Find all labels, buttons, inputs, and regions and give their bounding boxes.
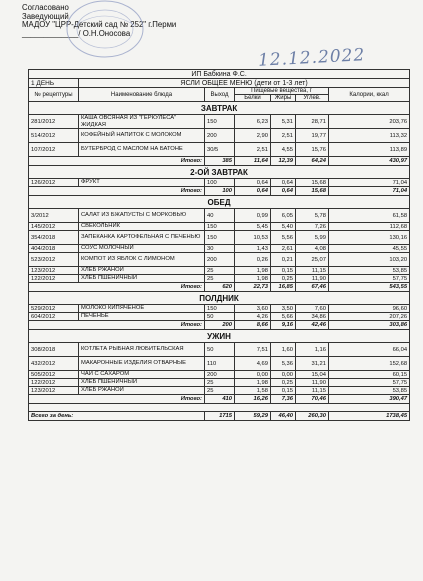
dish-name: ХЛЕБ ПШЕНИЧНЫЙ	[79, 379, 205, 387]
table-row	[29, 179, 410, 187]
yield: 150	[205, 223, 235, 231]
fat: 4,55	[271, 143, 296, 157]
table-row	[29, 275, 410, 283]
kcal: 152,68	[329, 357, 410, 371]
spacer-row	[29, 404, 410, 412]
yield: 110	[205, 357, 235, 371]
recipe-number: 604/2012	[29, 313, 79, 321]
section-header	[29, 292, 410, 305]
protein: 1,98	[235, 379, 271, 387]
total-fat: 9,16	[271, 321, 296, 330]
carbs: 1,16	[296, 343, 329, 357]
round-stamp	[60, 0, 150, 60]
total-fat: 0,64	[271, 187, 296, 196]
total-row	[29, 395, 410, 404]
total-row	[29, 283, 410, 292]
yield: 30/5	[205, 143, 235, 157]
fat: 5,36	[271, 357, 296, 371]
approval-line-3: МАДОУ "ЦРР-Детский сад № 252" г.Перми	[22, 20, 177, 30]
recipe-number: 281/2012	[29, 115, 79, 129]
total-row	[29, 157, 410, 166]
protein: 2,51	[235, 143, 271, 157]
yield: 40	[205, 209, 235, 223]
total-fat: 16,85	[271, 283, 296, 292]
table-row	[29, 231, 410, 245]
total-yield: 200	[205, 321, 235, 330]
total-row	[29, 187, 410, 196]
col-nutrients: Пищевые вещества, г	[235, 88, 329, 95]
recipe-number: 529/2012	[29, 305, 79, 313]
fat: 5,31	[271, 115, 296, 129]
protein: 4,26	[235, 313, 271, 321]
protein: 1,98	[235, 267, 271, 275]
yield: 200	[205, 129, 235, 143]
carbs: 11,90	[296, 275, 329, 283]
carbs: 15,68	[296, 179, 329, 187]
table-row	[29, 143, 410, 157]
total-kcal: 303,86	[329, 321, 410, 330]
dish-name: СОУС МОЛОЧНЫЙ	[79, 245, 205, 253]
section-title: ЗАВТРАК	[29, 102, 410, 115]
yield: 50	[205, 343, 235, 357]
dish-name: ПЕЧЕНЬЕ	[79, 313, 205, 321]
total-protein: 0,64	[235, 187, 271, 196]
total-protein: 16,26	[235, 395, 271, 404]
total-fat: 7,36	[271, 395, 296, 404]
grand-total-row	[29, 412, 410, 421]
fat: 5,66	[271, 313, 296, 321]
yield: 150	[205, 231, 235, 245]
dish-name: БУТЕРБРОД С МАСЛОМ НА БАТОНЕ	[79, 143, 205, 157]
total-row	[29, 321, 410, 330]
carbs: 11,90	[296, 379, 329, 387]
total-carbs: 15,68	[296, 187, 329, 196]
kcal: 130,16	[329, 231, 410, 245]
yield: 25	[205, 387, 235, 395]
protein: 10,53	[235, 231, 271, 245]
dish-name: МОЛОКО КИПЯЧЕНОЕ	[79, 305, 205, 313]
table-row	[29, 223, 410, 231]
carbs: 31,21	[296, 357, 329, 371]
table-row	[29, 209, 410, 223]
yield: 100	[205, 179, 235, 187]
fat: 0,25	[271, 275, 296, 283]
fat: 0,15	[271, 267, 296, 275]
total-kcal: 430,97	[329, 157, 410, 166]
fat: 0,21	[271, 253, 296, 267]
col-fat: Жиры	[271, 95, 296, 102]
grand-total-protein: 59,29	[235, 412, 271, 421]
total-yield: 620	[205, 283, 235, 292]
total-label: Итого:	[29, 395, 205, 404]
section-title: ОБЕД	[29, 196, 410, 209]
yield: 25	[205, 267, 235, 275]
kcal: 103,20	[329, 253, 410, 267]
col-kcal: Калории, ккал	[329, 88, 410, 102]
carbs: 11,15	[296, 267, 329, 275]
dish-name: ЗАПЕКАНКА КАРТОФЕЛЬНАЯ С ПЕЧЕНЬЮ	[79, 231, 205, 245]
yield: 50	[205, 313, 235, 321]
kcal: 96,60	[329, 305, 410, 313]
total-yield: 410	[205, 395, 235, 404]
carbs: 4,08	[296, 245, 329, 253]
yield: 150	[205, 115, 235, 129]
kcal: 66,04	[329, 343, 410, 357]
table-row	[29, 253, 410, 267]
carbs: 15,04	[296, 371, 329, 379]
total-carbs: 67,46	[296, 283, 329, 292]
section-header	[29, 102, 410, 115]
kcal: 113,89	[329, 143, 410, 157]
carbs: 5,78	[296, 209, 329, 223]
grand-total-carbs: 260,30	[296, 412, 329, 421]
carbs: 28,71	[296, 115, 329, 129]
total-kcal: 390,47	[329, 395, 410, 404]
col-carb: Углев.	[296, 95, 329, 102]
recipe-number: 308/2018	[29, 343, 79, 357]
carbs: 7,26	[296, 223, 329, 231]
grand-total-fat: 46,40	[271, 412, 296, 421]
recipe-number: 123/2012	[29, 387, 79, 395]
dish-name: КОФЕЙНЫЙ НАПИТОК С МОЛОКОМ	[79, 129, 205, 143]
protein: 7,51	[235, 343, 271, 357]
kcal: 71,04	[329, 179, 410, 187]
protein: 1,43	[235, 245, 271, 253]
col-protein: Белки	[235, 95, 271, 102]
col-yield: Выход	[205, 88, 235, 102]
protein: 1,58	[235, 387, 271, 395]
dish-name: МАКАРОННЫЕ ИЗДЕЛИЯ ОТВАРНЫЕ	[79, 357, 205, 371]
carbs: 34,86	[296, 313, 329, 321]
table-row	[29, 129, 410, 143]
spacer-cell	[29, 404, 410, 412]
protein: 2,90	[235, 129, 271, 143]
approval-line-2: Заведующий	[22, 11, 69, 21]
approval-line-1: Согласовано	[22, 3, 69, 12]
kcal: 113,32	[329, 129, 410, 143]
protein: 5,45	[235, 223, 271, 231]
recipe-number: 123/2012	[29, 267, 79, 275]
total-protein: 22,73	[235, 283, 271, 292]
total-kcal: 71,04	[329, 187, 410, 196]
recipe-number: 122/2012	[29, 379, 79, 387]
dish-name: СВЕКОЛЬНИК	[79, 223, 205, 231]
yield: 25	[205, 275, 235, 283]
table-row	[29, 379, 410, 387]
carbs: 7,60	[296, 305, 329, 313]
recipe-number: 122/2012	[29, 275, 79, 283]
recipe-number: 505/2012	[29, 371, 79, 379]
provider-name: ИП Бабкина Ф.С.	[29, 70, 410, 79]
dish-name: ХЛЕБ РЖАНОЙ	[79, 387, 205, 395]
fat: 5,40	[271, 223, 296, 231]
day-label: 1 ДЕНЬ	[29, 79, 79, 88]
kcal: 57,75	[329, 275, 410, 283]
dish-name: ХЛЕБ ПШЕНИЧНЫЙ	[79, 275, 205, 283]
col-name: Наименование блюда	[79, 88, 205, 102]
table-row	[29, 267, 410, 275]
total-label: Итого:	[29, 283, 205, 292]
grand-total-kcal: 1738,45	[329, 412, 410, 421]
signed-date: 12.12.2022	[257, 45, 366, 71]
approval-line-4: _____________/ О.Н.Оносова	[22, 28, 131, 38]
fat: 3,50	[271, 305, 296, 313]
section-header	[29, 166, 410, 179]
carbs: 19,77	[296, 129, 329, 143]
fat: 0,64	[271, 179, 296, 187]
protein: 1,98	[235, 275, 271, 283]
recipe-number: 126/2012	[29, 179, 79, 187]
section-header	[29, 330, 410, 343]
recipe-number: 523/2012	[29, 253, 79, 267]
kcal: 203,76	[329, 115, 410, 129]
dish-name: КОТЛЕТА РЫБНАЯ ЛЮБИТЕЛЬСКАЯ	[79, 343, 205, 357]
protein: 3,60	[235, 305, 271, 313]
grand-total-yield: 1715	[205, 412, 235, 421]
table-row	[29, 387, 410, 395]
fat: 0,00	[271, 371, 296, 379]
recipe-number: 354/2018	[29, 231, 79, 245]
total-yield: 385	[205, 157, 235, 166]
kcal: 112,68	[329, 223, 410, 231]
section-title: ПОЛДНИК	[29, 292, 410, 305]
carbs: 5,99	[296, 231, 329, 245]
grand-total-label: Всего за день:	[29, 412, 205, 421]
table-row	[29, 371, 410, 379]
carbs: 15,76	[296, 143, 329, 157]
dish-name: ФРУКТ	[79, 179, 205, 187]
kcal: 207,26	[329, 313, 410, 321]
recipe-number: 107/2012	[29, 143, 79, 157]
col-recipe: № рецептуры	[29, 88, 79, 102]
carbs: 11,15	[296, 387, 329, 395]
total-label: Итого:	[29, 157, 205, 166]
total-carbs: 70,46	[296, 395, 329, 404]
kcal: 57,75	[329, 379, 410, 387]
total-label: Итого:	[29, 321, 205, 330]
kcal: 53,85	[329, 267, 410, 275]
total-yield: 100	[205, 187, 235, 196]
carbs: 25,07	[296, 253, 329, 267]
total-protein: 11,64	[235, 157, 271, 166]
table-row	[29, 313, 410, 321]
recipe-number: 3/2012	[29, 209, 79, 223]
total-carbs: 64,24	[296, 157, 329, 166]
fat: 2,61	[271, 245, 296, 253]
total-label: Итого:	[29, 187, 205, 196]
fat: 6,05	[271, 209, 296, 223]
dish-name: КАША ОВСЯНАЯ ИЗ "ГЕРКУЛЕСА" ЖИДКАЯ	[79, 115, 205, 129]
yield: 30	[205, 245, 235, 253]
total-protein: 8,66	[235, 321, 271, 330]
recipe-number: 404/2018	[29, 245, 79, 253]
table-row	[29, 305, 410, 313]
menu-title: ЯСЛИ ОБЩЕЕ МЕНЮ (дети от 1-3 лет)	[79, 79, 410, 88]
kcal: 53,85	[329, 387, 410, 395]
total-kcal: 543,55	[329, 283, 410, 292]
recipe-number: 432/2012	[29, 357, 79, 371]
protein: 0,26	[235, 253, 271, 267]
protein: 4,69	[235, 357, 271, 371]
dish-name: КОМПОТ ИЗ ЯБЛОК С ЛИМОНОМ	[79, 253, 205, 267]
total-fat: 12,39	[271, 157, 296, 166]
protein: 6,23	[235, 115, 271, 129]
kcal: 60,15	[329, 371, 410, 379]
dish-name: САЛАТ ИЗ БЖАПУСТЫ С МОРКОВЬЮ	[79, 209, 205, 223]
fat: 0,15	[271, 387, 296, 395]
table-row	[29, 343, 410, 357]
protein: 0,99	[235, 209, 271, 223]
table-row	[29, 245, 410, 253]
yield: 200	[205, 253, 235, 267]
yield: 200	[205, 371, 235, 379]
table-row	[29, 115, 410, 129]
fat: 0,25	[271, 379, 296, 387]
dish-name: ХЛЕБ РЖАНОЙ	[79, 267, 205, 275]
recipe-number: 514/2012	[29, 129, 79, 143]
yield: 150	[205, 305, 235, 313]
section-title: УЖИН	[29, 330, 410, 343]
kcal: 61,58	[329, 209, 410, 223]
dish-name: ЧАЙ С САХАРОМ	[79, 371, 205, 379]
section-title: 2-ОЙ ЗАВТРАК	[29, 166, 410, 179]
menu-table	[28, 69, 410, 421]
yield: 25	[205, 379, 235, 387]
recipe-number: 145/2012	[29, 223, 79, 231]
fat: 2,51	[271, 129, 296, 143]
protein: 0,64	[235, 179, 271, 187]
fat: 1,60	[271, 343, 296, 357]
section-header	[29, 196, 410, 209]
total-carbs: 42,46	[296, 321, 329, 330]
fat: 5,56	[271, 231, 296, 245]
kcal: 45,55	[329, 245, 410, 253]
table-row	[29, 357, 410, 371]
protein: 0,00	[235, 371, 271, 379]
